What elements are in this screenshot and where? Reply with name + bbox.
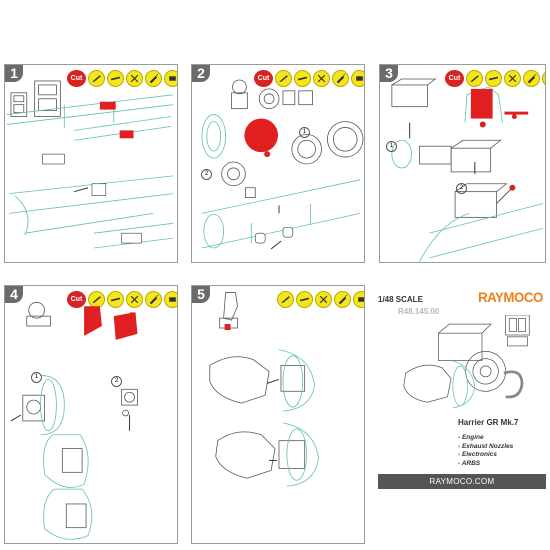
kit-parts-render: [378, 315, 546, 415]
feature-item: - ARBS: [458, 459, 481, 467]
step-5-diagram: [192, 286, 364, 543]
product-code: R48.145.00: [398, 307, 440, 316]
kit-title: Harrier GR Mk.7: [458, 418, 519, 427]
step-4-panel: [4, 285, 178, 544]
step-5-number: 5: [192, 286, 210, 303]
step-4-number: 4: [5, 286, 23, 303]
step-1-panel: [4, 64, 178, 263]
sub-step-2-label: 2: [456, 183, 467, 194]
website-footer[interactable]: RAYMOCO.COM: [378, 474, 546, 489]
step-5-panel: [191, 285, 365, 544]
sub-step-1-label: 1: [386, 141, 397, 152]
feature-item: - Exhaust Nozzles: [458, 442, 514, 450]
step-1-number: 1: [5, 65, 23, 82]
cut-icon: Cut: [254, 70, 273, 87]
kit-info-section: [378, 285, 546, 545]
step-3-diagram: [380, 65, 545, 262]
scale-label: 1/48 SCALE: [378, 295, 423, 304]
sub-step-2-label: 2: [201, 169, 212, 180]
step-1-diagram: [5, 65, 177, 262]
cut-icon: Cut: [67, 291, 86, 308]
step-4-diagram: [5, 286, 177, 543]
brand-logo: RAYMOCO: [478, 289, 543, 305]
sub-step-2-label: 2: [111, 376, 122, 387]
step-3-number: 3: [380, 65, 398, 82]
feature-item: - Engine: [458, 434, 484, 441]
step-2-diagram: [192, 65, 364, 262]
cut-icon: Cut: [445, 70, 464, 87]
step-3-panel: [379, 64, 546, 263]
step-2-panel: [191, 64, 365, 263]
feature-list: [458, 434, 513, 468]
feature-item: - Electronics: [458, 451, 498, 458]
sub-step-1-label: 1: [299, 127, 310, 138]
sub-step-1-label: 1: [31, 372, 42, 383]
cut-icon: Cut: [67, 70, 86, 87]
step-2-number: 2: [192, 65, 210, 82]
